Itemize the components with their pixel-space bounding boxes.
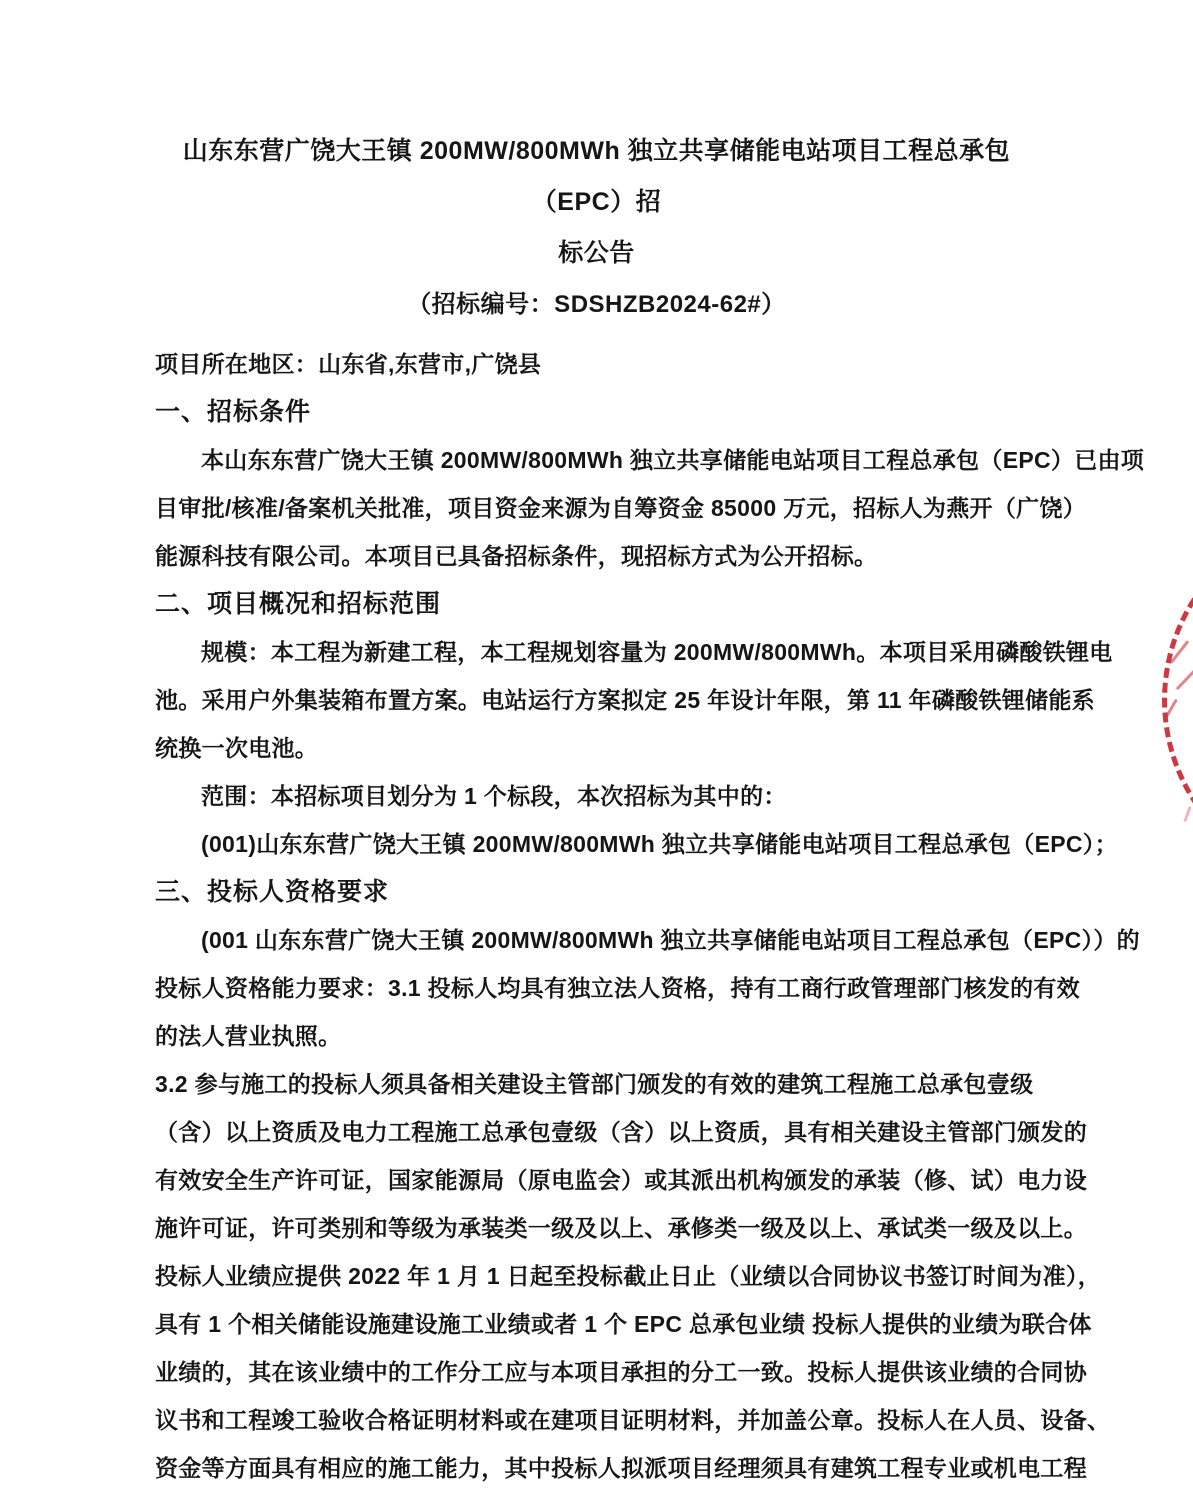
doc-line: 本山东东营广饶大王镇 200MW/800MWh 独立共享储能电站项目工程总承包（EPC）已由项 <box>201 447 1145 473</box>
doc-line: 有效安全生产许可证，国家能源局（原电监会）或其派出机构颁发的承装（修、试）电力设 <box>155 1167 1087 1193</box>
doc-line: (001)山东东营广饶大王镇 200MW/800MWh 独立共享储能电站项目工程总承包（EPC）； <box>201 831 1118 857</box>
doc-line: 施许可证，许可类别和等级为承装类一级及以上、承修类一级及以上、承试类一级及以上。 <box>155 1215 1087 1241</box>
title-line-1: 山东东营广饶大王镇 200MW/800MWh 独立共享储能电站项目工程总承包（EPC）招 <box>182 137 1011 216</box>
doc-line: （含）以上资质及电力工程施工总承包壹级（含）以上资质，具有相关建设主管部门颁发的 <box>155 1119 1087 1145</box>
section-heading-3: 三、投标人资格要求 <box>155 878 390 906</box>
doc-line: 范围：本招标项目划分为 1 个标段，本次招标为其中的： <box>201 783 787 809</box>
doc-line: 统换一次电池。 <box>155 735 319 761</box>
doc-line: 规模：本工程为新建工程，本工程规划容量为 200MW/800MWh。本项目采用磷酸铁锂电 <box>201 639 1113 665</box>
red-seal-mark <box>1183 806 1191 822</box>
title-line-2: 标公告 <box>558 239 635 267</box>
doc-line: 3.2 参与施工的投标人须具备相关建设主管部门颁发的有效的建筑工程施工总承包壹级 <box>155 1071 1034 1097</box>
section-heading-1: 一、招标条件 <box>155 398 312 426</box>
tender-number: （招标编号：SDSHZB2024-62#） <box>407 291 786 318</box>
doc-line: 的法人营业执照。 <box>155 1023 342 1049</box>
doc-line: 议书和工程竣工验收合格证明材料或在建项目证明材料，并加盖公章。投标人在人员、设备、 <box>155 1407 1111 1433</box>
doc-line: 资金等方面具有相应的施工能力，其中投标人拟派项目经理须具有建筑工程专业或机电工程 <box>155 1455 1087 1481</box>
doc-line: 业绩的，其在该业绩中的工作分工应与本项目承担的分工一致。投标人提供该业绩的合同协 <box>155 1359 1087 1385</box>
doc-line: 池。采用户外集装箱布置方案。电站运行方案拟定 25 年设计年限，第 11 年磷酸铁锂储能系 <box>155 687 1095 713</box>
section-heading-2: 二、项目概况和招标范围 <box>155 590 442 618</box>
doc-line: 投标人资格能力要求：3.1 投标人均具有独立法人资格，持有工商行政管理部门核发的有效 <box>155 975 1080 1001</box>
document-title <box>140 126 1053 330</box>
doc-line: 投标人业绩应提供 2022 年 1 月 1 日起至投标截止日止（业绩以合同协议书签订时间为准）， <box>155 1263 1101 1289</box>
doc-line: 目审批/核准/备案机关批准，项目资金来源为自筹资金 85000 万元，招标人为燕开（广饶） <box>155 495 1087 521</box>
doc-line: (001 山东东营广饶大王镇 200MW/800MWh 独立共享储能电站项目工程总承包（EPC））的 <box>201 927 1140 953</box>
project-location-line: 项目所在地区：山东省,东营市,广饶县 <box>155 351 542 377</box>
doc-line: 具有 1 个相关储能设施建设施工业绩或者 1 个 EPC 总承包业绩 投标人提供的业绩为联合体 <box>155 1311 1092 1337</box>
doc-line: 能源科技有限公司。本项目已具备招标条件，现招标方式为公开招标。 <box>155 543 878 569</box>
document-body <box>155 340 1145 1492</box>
